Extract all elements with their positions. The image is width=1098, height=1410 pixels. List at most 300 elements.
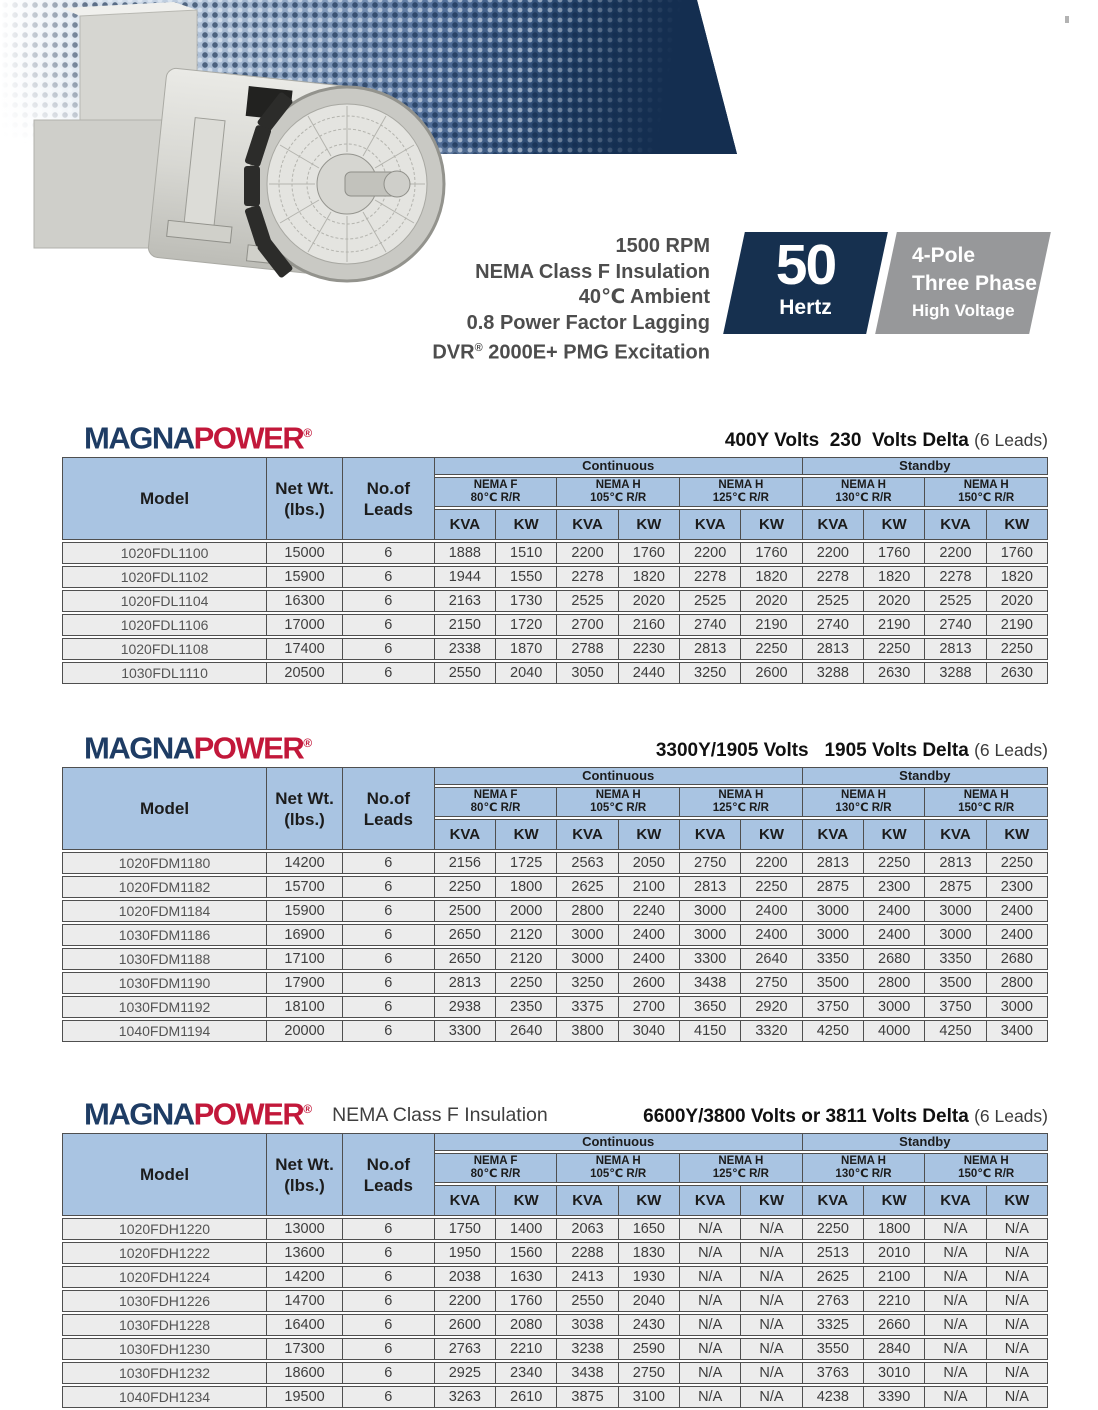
value-cell: 3500 bbox=[925, 972, 986, 994]
value-cell: 2840 bbox=[864, 1338, 925, 1360]
kw-header: KW bbox=[987, 1185, 1048, 1216]
value-cell: 2650 bbox=[435, 948, 496, 970]
net-wt-header: Net Wt. (lbs.) bbox=[267, 1133, 343, 1216]
value-cell: 2875 bbox=[925, 876, 986, 898]
value-cell: 2525 bbox=[557, 590, 618, 612]
value-cell: 3288 bbox=[925, 662, 986, 684]
table-section-3300v bbox=[62, 720, 1048, 1044]
value-cell: N/A bbox=[987, 1218, 1048, 1240]
value-cell: 2050 bbox=[619, 852, 680, 874]
value-cell: 6 bbox=[343, 1218, 435, 1240]
value-cell: 2250 bbox=[987, 638, 1048, 660]
model-cell: 1030FDL1110 bbox=[62, 662, 267, 684]
model-cell: 1020FDL1104 bbox=[62, 590, 267, 612]
table-row bbox=[62, 1020, 1048, 1042]
value-cell: 1400 bbox=[496, 1218, 557, 1240]
value-cell: 6 bbox=[343, 638, 435, 660]
value-cell: 2400 bbox=[619, 948, 680, 970]
model-cell: 1020FDL1102 bbox=[62, 566, 267, 588]
value-cell: 2788 bbox=[557, 638, 618, 660]
value-cell: 1830 bbox=[619, 1242, 680, 1264]
value-cell: 2250 bbox=[803, 1218, 864, 1240]
kw-header: KW bbox=[864, 819, 925, 850]
scan-artifact bbox=[1065, 16, 1069, 23]
value-cell: 4150 bbox=[680, 1020, 741, 1042]
value-cell: 1800 bbox=[864, 1218, 925, 1240]
value-cell: 2020 bbox=[864, 590, 925, 612]
magnapower-logo bbox=[84, 727, 312, 764]
value-cell: 2300 bbox=[864, 876, 925, 898]
value-cell: 1725 bbox=[496, 852, 557, 874]
table-row bbox=[62, 638, 1048, 660]
value-cell: 2200 bbox=[741, 852, 802, 874]
model-cell: 1020FDM1184 bbox=[62, 900, 267, 922]
value-cell: 17100 bbox=[267, 948, 343, 970]
value-cell: 2250 bbox=[435, 876, 496, 898]
value-cell: 3500 bbox=[803, 972, 864, 994]
value-cell: 2400 bbox=[987, 924, 1048, 946]
value-cell: 20000 bbox=[267, 1020, 343, 1042]
value-cell: 6 bbox=[343, 662, 435, 684]
value-cell: 1820 bbox=[619, 566, 680, 588]
value-cell: 3000 bbox=[680, 924, 741, 946]
continuous-header: Continuous bbox=[435, 1133, 803, 1151]
value-cell: N/A bbox=[741, 1242, 802, 1264]
value-cell: 2750 bbox=[619, 1362, 680, 1384]
value-cell: 3000 bbox=[557, 924, 618, 946]
value-cell: 18100 bbox=[267, 996, 343, 1018]
table-row bbox=[62, 542, 1048, 564]
value-cell: 2680 bbox=[987, 948, 1048, 970]
value-cell: N/A bbox=[987, 1242, 1048, 1264]
kw-header: KW bbox=[987, 509, 1048, 540]
value-cell: 3010 bbox=[864, 1362, 925, 1384]
nema-header: NEMA H 130℃ R/R bbox=[803, 477, 926, 507]
value-cell: N/A bbox=[741, 1218, 802, 1240]
logo-power: POWER bbox=[193, 1096, 304, 1131]
kw-header: KW bbox=[987, 819, 1048, 850]
model-cell: 1030FDM1188 bbox=[62, 948, 267, 970]
logo-magna: MAGNA bbox=[84, 420, 194, 455]
value-cell: 1760 bbox=[741, 542, 802, 564]
value-cell: 1950 bbox=[435, 1242, 496, 1264]
value-cell: 2513 bbox=[803, 1242, 864, 1264]
value-cell: 17400 bbox=[267, 638, 343, 660]
value-cell: 3050 bbox=[557, 662, 618, 684]
value-cell: 2740 bbox=[680, 614, 741, 636]
table-section-400v bbox=[62, 410, 1048, 686]
ratings-table bbox=[62, 455, 1048, 686]
value-cell: 6 bbox=[343, 1386, 435, 1408]
value-cell: 1800 bbox=[496, 876, 557, 898]
value-cell: 2625 bbox=[557, 876, 618, 898]
value-cell: 2430 bbox=[619, 1314, 680, 1336]
value-cell: 2340 bbox=[496, 1362, 557, 1384]
value-cell: 3438 bbox=[680, 972, 741, 994]
kw-header: KW bbox=[619, 819, 680, 850]
value-cell: 2525 bbox=[680, 590, 741, 612]
spec-line: 1500 RPM bbox=[615, 235, 710, 257]
table-row bbox=[62, 1386, 1048, 1408]
value-cell: N/A bbox=[680, 1386, 741, 1408]
value-cell: 2938 bbox=[435, 996, 496, 1018]
value-cell: 2550 bbox=[435, 662, 496, 684]
value-cell: 2440 bbox=[619, 662, 680, 684]
value-cell: 6 bbox=[343, 876, 435, 898]
value-cell: 1930 bbox=[619, 1266, 680, 1288]
value-cell: 2163 bbox=[435, 590, 496, 612]
value-cell: N/A bbox=[741, 1266, 802, 1288]
value-cell: 2813 bbox=[435, 972, 496, 994]
standby-header: Standby bbox=[803, 457, 1048, 475]
value-cell: 2338 bbox=[435, 638, 496, 660]
value-cell: 2920 bbox=[741, 996, 802, 1018]
value-cell: 1820 bbox=[864, 566, 925, 588]
value-cell: 2200 bbox=[680, 542, 741, 564]
table-caption bbox=[62, 410, 1048, 454]
table-row bbox=[62, 996, 1048, 1018]
value-cell: 1650 bbox=[619, 1218, 680, 1240]
value-cell: 3350 bbox=[925, 948, 986, 970]
value-cell: 3250 bbox=[557, 972, 618, 994]
value-cell: 2350 bbox=[496, 996, 557, 1018]
value-cell: 4250 bbox=[803, 1020, 864, 1042]
value-cell: 2063 bbox=[557, 1218, 618, 1240]
value-cell: N/A bbox=[925, 1314, 986, 1336]
value-cell: 2278 bbox=[680, 566, 741, 588]
value-cell: 2210 bbox=[864, 1290, 925, 1312]
value-cell: 2156 bbox=[435, 852, 496, 874]
spec-line: 0.8 Power Factor Lagging bbox=[466, 311, 710, 334]
value-cell: 15700 bbox=[267, 876, 343, 898]
leads-header: No.of Leads bbox=[343, 767, 435, 850]
model-cell: 1040FDM1194 bbox=[62, 1020, 267, 1042]
kva-header: KVA bbox=[435, 509, 496, 540]
table-caption bbox=[62, 720, 1048, 764]
value-cell: 2680 bbox=[864, 948, 925, 970]
nema-header: NEMA H 105℃ R/R bbox=[557, 1153, 680, 1183]
value-cell: 3350 bbox=[803, 948, 864, 970]
net-wt-header: Net Wt. (lbs.) bbox=[267, 457, 343, 540]
logo-registered-icon: ® bbox=[303, 425, 313, 440]
nema-header: NEMA F 80℃ R/R bbox=[435, 787, 558, 817]
kva-header: KVA bbox=[680, 509, 741, 540]
kva-header: KVA bbox=[557, 509, 618, 540]
value-cell: 2400 bbox=[864, 924, 925, 946]
value-cell: N/A bbox=[987, 1338, 1048, 1360]
value-cell: 6 bbox=[343, 542, 435, 564]
nema-header: NEMA H 125℃ R/R bbox=[680, 1153, 803, 1183]
value-cell: 3263 bbox=[435, 1386, 496, 1408]
value-cell: 3040 bbox=[619, 1020, 680, 1042]
value-cell: 1820 bbox=[987, 566, 1048, 588]
value-cell: 1820 bbox=[741, 566, 802, 588]
model-cell: 1040FDH1234 bbox=[62, 1386, 267, 1408]
value-cell: 1750 bbox=[435, 1218, 496, 1240]
value-cell: 6 bbox=[343, 972, 435, 994]
value-cell: 1888 bbox=[435, 542, 496, 564]
value-cell: 2590 bbox=[619, 1338, 680, 1360]
kva-header: KVA bbox=[557, 819, 618, 850]
value-cell: 3650 bbox=[680, 996, 741, 1018]
phase-label: Three Phase bbox=[912, 272, 1037, 295]
model-cell: 1020FDL1108 bbox=[62, 638, 267, 660]
table-row bbox=[62, 1338, 1048, 1360]
value-cell: N/A bbox=[987, 1362, 1048, 1384]
model-cell: 1020FDM1182 bbox=[62, 876, 267, 898]
value-cell: 2610 bbox=[496, 1386, 557, 1408]
value-cell: 2200 bbox=[435, 1290, 496, 1312]
value-cell: 3300 bbox=[435, 1020, 496, 1042]
value-cell: 17000 bbox=[267, 614, 343, 636]
kw-header: KW bbox=[496, 819, 557, 850]
table-caption bbox=[62, 1086, 1048, 1130]
table-row bbox=[62, 852, 1048, 874]
value-cell: 6 bbox=[343, 1362, 435, 1384]
kva-header: KVA bbox=[925, 509, 986, 540]
value-cell: 2120 bbox=[496, 948, 557, 970]
model-cell: 1030FDH1228 bbox=[62, 1314, 267, 1336]
value-cell: 14200 bbox=[267, 852, 343, 874]
kva-header: KVA bbox=[803, 509, 864, 540]
continuous-header: Continuous bbox=[435, 767, 803, 785]
model-cell: 1030FDM1192 bbox=[62, 996, 267, 1018]
value-cell: 2200 bbox=[557, 542, 618, 564]
value-cell: 3038 bbox=[557, 1314, 618, 1336]
value-cell: 2925 bbox=[435, 1362, 496, 1384]
value-cell: 3300 bbox=[680, 948, 741, 970]
value-cell: 6 bbox=[343, 924, 435, 946]
value-cell: 2525 bbox=[803, 590, 864, 612]
value-cell: 1760 bbox=[987, 542, 1048, 564]
value-cell: 2250 bbox=[864, 638, 925, 660]
table-row bbox=[62, 1242, 1048, 1264]
value-cell: 2630 bbox=[864, 662, 925, 684]
frequency-badge bbox=[723, 232, 888, 334]
ratings-table bbox=[62, 1131, 1048, 1410]
model-cell: 1020FDH1224 bbox=[62, 1266, 267, 1288]
value-cell: 6 bbox=[343, 1020, 435, 1042]
value-cell: 2700 bbox=[557, 614, 618, 636]
value-cell: 2563 bbox=[557, 852, 618, 874]
table-title: 400Y Volts 230 Volts Delta (6 Leads) bbox=[724, 430, 1048, 451]
logo-magna: MAGNA bbox=[84, 730, 194, 765]
value-cell: N/A bbox=[680, 1266, 741, 1288]
value-cell: 6 bbox=[343, 590, 435, 612]
value-cell: 4250 bbox=[925, 1020, 986, 1042]
value-cell: 3325 bbox=[803, 1314, 864, 1336]
value-cell: 1760 bbox=[864, 542, 925, 564]
value-cell: 2500 bbox=[435, 900, 496, 922]
value-cell: 3000 bbox=[557, 948, 618, 970]
magnapower-logo bbox=[84, 1093, 312, 1130]
table-row bbox=[62, 1218, 1048, 1240]
value-cell: N/A bbox=[680, 1218, 741, 1240]
value-cell: 16400 bbox=[267, 1314, 343, 1336]
nema-header: NEMA H 150℃ R/R bbox=[925, 787, 1048, 817]
value-cell: 2800 bbox=[864, 972, 925, 994]
value-cell: 3000 bbox=[803, 900, 864, 922]
value-cell: 2600 bbox=[435, 1314, 496, 1336]
model-cell: 1020FDH1222 bbox=[62, 1242, 267, 1264]
table-row bbox=[62, 566, 1048, 588]
nema-header: NEMA H 130℃ R/R bbox=[803, 1153, 926, 1183]
value-cell: 2200 bbox=[925, 542, 986, 564]
value-cell: 2020 bbox=[987, 590, 1048, 612]
logo-registered-icon: ® bbox=[303, 735, 313, 750]
kva-header: KVA bbox=[680, 1185, 741, 1216]
value-cell: 3000 bbox=[803, 924, 864, 946]
value-cell: N/A bbox=[925, 1218, 986, 1240]
kw-header: KW bbox=[619, 509, 680, 540]
ratings-tables bbox=[62, 410, 1048, 1410]
model-cell: 1030FDH1230 bbox=[62, 1338, 267, 1360]
value-cell: 2240 bbox=[619, 900, 680, 922]
value-cell: 2740 bbox=[803, 614, 864, 636]
value-cell: 3800 bbox=[557, 1020, 618, 1042]
value-cell: 2813 bbox=[680, 638, 741, 660]
value-cell: 2400 bbox=[619, 924, 680, 946]
value-cell: 3750 bbox=[925, 996, 986, 1018]
value-cell: 2190 bbox=[987, 614, 1048, 636]
value-cell: 2190 bbox=[741, 614, 802, 636]
value-cell: N/A bbox=[987, 1314, 1048, 1336]
value-cell: 2038 bbox=[435, 1266, 496, 1288]
value-cell: 1870 bbox=[496, 638, 557, 660]
value-cell: 13000 bbox=[267, 1218, 343, 1240]
value-cell: 4000 bbox=[864, 1020, 925, 1042]
kw-header: KW bbox=[741, 819, 802, 850]
value-cell: 2650 bbox=[435, 924, 496, 946]
value-cell: N/A bbox=[680, 1362, 741, 1384]
voltage-label: High Voltage bbox=[912, 301, 1015, 320]
value-cell: 2813 bbox=[680, 876, 741, 898]
value-cell: 2750 bbox=[741, 972, 802, 994]
value-cell: 3288 bbox=[803, 662, 864, 684]
nema-header: NEMA H 105℃ R/R bbox=[557, 477, 680, 507]
value-cell: 17900 bbox=[267, 972, 343, 994]
value-cell: 6 bbox=[343, 996, 435, 1018]
kw-header: KW bbox=[496, 1185, 557, 1216]
value-cell: 16300 bbox=[267, 590, 343, 612]
value-cell: 2100 bbox=[619, 876, 680, 898]
model-cell: 1030FDH1226 bbox=[62, 1290, 267, 1312]
value-cell: 3763 bbox=[803, 1362, 864, 1384]
value-cell: N/A bbox=[741, 1290, 802, 1312]
value-cell: 2413 bbox=[557, 1266, 618, 1288]
nema-header: NEMA F 80℃ R/R bbox=[435, 477, 558, 507]
nema-header: NEMA H 125℃ R/R bbox=[680, 787, 803, 817]
table-title: 3300Y/1905 Volts 1905 Volts Delta (6 Leads) bbox=[655, 740, 1048, 761]
value-cell: 2040 bbox=[619, 1290, 680, 1312]
value-cell: 2763 bbox=[803, 1290, 864, 1312]
value-cell: 2100 bbox=[864, 1266, 925, 1288]
value-cell: 1760 bbox=[496, 1290, 557, 1312]
value-cell: 6 bbox=[343, 1290, 435, 1312]
value-cell: N/A bbox=[741, 1314, 802, 1336]
value-cell: 14700 bbox=[267, 1290, 343, 1312]
standby-header: Standby bbox=[803, 1133, 1048, 1151]
leads-header: No.of Leads bbox=[343, 457, 435, 540]
value-cell: 2250 bbox=[496, 972, 557, 994]
value-cell: 2813 bbox=[803, 852, 864, 874]
value-cell: 2400 bbox=[741, 924, 802, 946]
model-cell: 1020FDL1106 bbox=[62, 614, 267, 636]
model-cell: 1030FDM1190 bbox=[62, 972, 267, 994]
value-cell: 2160 bbox=[619, 614, 680, 636]
value-cell: 2700 bbox=[619, 996, 680, 1018]
value-cell: 2813 bbox=[925, 852, 986, 874]
kw-header: KW bbox=[864, 509, 925, 540]
value-cell: 3550 bbox=[803, 1338, 864, 1360]
logo-registered-icon: ® bbox=[303, 1101, 313, 1116]
value-cell: 2600 bbox=[741, 662, 802, 684]
nema-header: NEMA H 150℃ R/R bbox=[925, 477, 1048, 507]
value-cell: 3000 bbox=[680, 900, 741, 922]
model-cell: 1020FDH1220 bbox=[62, 1218, 267, 1240]
value-cell: 16900 bbox=[267, 924, 343, 946]
kw-header: KW bbox=[619, 1185, 680, 1216]
value-cell: 4238 bbox=[803, 1386, 864, 1408]
value-cell: 1630 bbox=[496, 1266, 557, 1288]
kva-header: KVA bbox=[557, 1185, 618, 1216]
value-cell: 3375 bbox=[557, 996, 618, 1018]
table-row bbox=[62, 590, 1048, 612]
value-cell: 2813 bbox=[925, 638, 986, 660]
value-cell: 17300 bbox=[267, 1338, 343, 1360]
table-title: 6600Y/3800 Volts or 3811 Volts Delta (6 Leads) bbox=[643, 1106, 1048, 1127]
nema-header: NEMA F 80℃ R/R bbox=[435, 1153, 558, 1183]
table-row bbox=[62, 900, 1048, 922]
value-cell: 1510 bbox=[496, 542, 557, 564]
model-cell: 1030FDM1186 bbox=[62, 924, 267, 946]
value-cell: 2740 bbox=[925, 614, 986, 636]
logo-magna: MAGNA bbox=[84, 1096, 194, 1131]
value-cell: 3000 bbox=[925, 924, 986, 946]
frequency-unit: Hertz bbox=[779, 296, 832, 319]
value-cell: N/A bbox=[680, 1314, 741, 1336]
value-cell: 3000 bbox=[925, 900, 986, 922]
leads-header: No.of Leads bbox=[343, 1133, 435, 1216]
value-cell: 2640 bbox=[741, 948, 802, 970]
model-cell: 1020FDM1180 bbox=[62, 852, 267, 874]
kva-header: KVA bbox=[680, 819, 741, 850]
kva-header: KVA bbox=[803, 1185, 864, 1216]
net-wt-header: Net Wt. (lbs.) bbox=[267, 767, 343, 850]
model-header: Model bbox=[62, 457, 267, 540]
value-cell: 2120 bbox=[496, 924, 557, 946]
kw-header: KW bbox=[741, 509, 802, 540]
value-cell: 2400 bbox=[741, 900, 802, 922]
value-cell: 2660 bbox=[864, 1314, 925, 1336]
value-cell: N/A bbox=[741, 1338, 802, 1360]
value-cell: N/A bbox=[925, 1338, 986, 1360]
model-cell: 1020FDL1100 bbox=[62, 542, 267, 564]
value-cell: 3250 bbox=[680, 662, 741, 684]
value-cell: 19500 bbox=[267, 1386, 343, 1408]
value-cell: 2630 bbox=[987, 662, 1048, 684]
value-cell: 2250 bbox=[987, 852, 1048, 874]
value-cell: 3400 bbox=[987, 1020, 1048, 1042]
value-cell: 3000 bbox=[864, 996, 925, 1018]
value-cell: 20500 bbox=[267, 662, 343, 684]
value-cell: 2250 bbox=[864, 852, 925, 874]
value-cell: 6 bbox=[343, 566, 435, 588]
model-header: Model bbox=[62, 767, 267, 850]
value-cell: 6 bbox=[343, 1338, 435, 1360]
value-cell: N/A bbox=[925, 1266, 986, 1288]
value-cell: 2020 bbox=[619, 590, 680, 612]
